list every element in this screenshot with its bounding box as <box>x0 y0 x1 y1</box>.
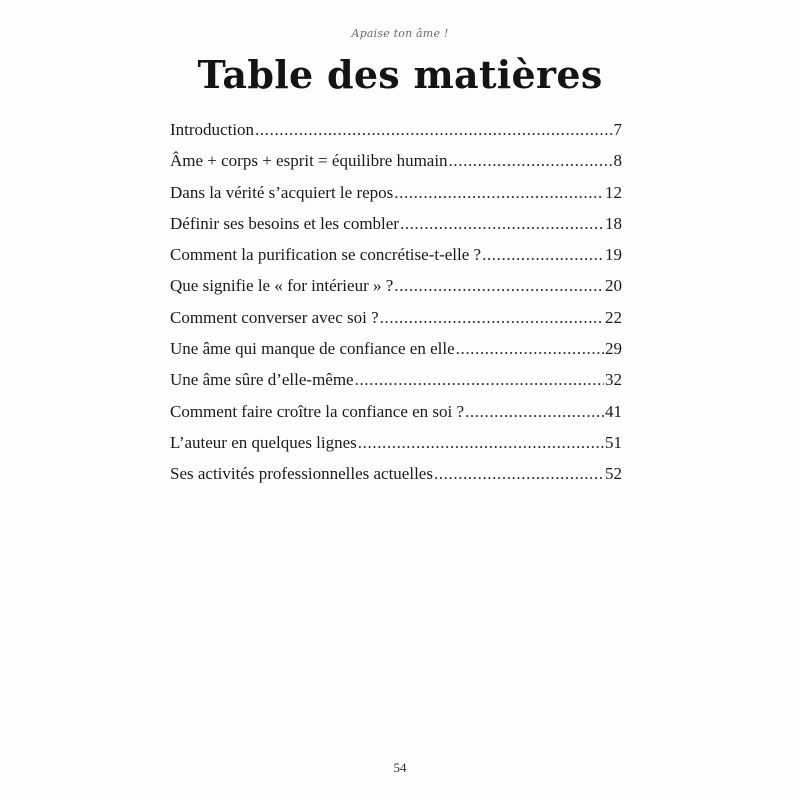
toc-entry-label: Que signifie le « for intérieur » ? <box>170 276 394 296</box>
running-header: Apaise ton âme ! <box>351 27 449 40</box>
toc-entry-label: Ses activités professionnelles actuelles <box>170 464 433 484</box>
toc-entry <box>170 214 622 245</box>
toc-entry-page: 52 <box>605 464 622 484</box>
toc-entry-label: Une âme sûre d’elle-même <box>170 370 354 390</box>
toc-leader-dots <box>434 464 604 484</box>
toc-entry-label: Définir ses besoins et les combler <box>170 213 399 233</box>
toc-leader-dots <box>255 120 612 140</box>
toc-entry-page: 32 <box>605 370 622 390</box>
page-title: Table des matières <box>197 52 603 97</box>
toc-entry <box>170 276 622 307</box>
toc-entry <box>170 370 622 401</box>
toc-entry-label: Âme + corps + esprit = équilibre humain <box>170 151 448 171</box>
toc-entry-label: Comment la purification se concrétise-t-elle ? <box>170 245 482 265</box>
toc-entry-label: Dans la vérité s’acquiert le repos <box>170 182 394 202</box>
toc-entry <box>170 464 622 495</box>
toc-entry-label: Une âme qui manque de confiance en elle <box>170 339 455 359</box>
toc-leader-dots <box>380 308 604 328</box>
toc-entry-label: Comment faire croître la confiance en soi ? <box>170 401 465 421</box>
toc-entry-page: 51 <box>605 432 622 452</box>
toc-leader-dots <box>465 402 604 422</box>
toc-entry-page: 20 <box>605 276 622 296</box>
toc-leader-dots <box>355 370 604 390</box>
toc-entry <box>170 183 622 214</box>
toc-entry-page: 22 <box>605 307 622 327</box>
toc-leader-dots <box>449 151 613 171</box>
toc-entry <box>170 120 622 151</box>
toc-entry <box>170 402 622 433</box>
toc-entry <box>170 245 622 276</box>
toc-entry-page: 29 <box>605 339 622 359</box>
page-number: 54 <box>393 760 407 775</box>
toc-entry-page: 7 <box>613 120 622 139</box>
toc-entry-label: Comment converser avec soi ? <box>170 307 379 327</box>
table-of-contents <box>170 120 622 496</box>
toc-entry-label: L’auteur en quelques lignes <box>170 432 357 452</box>
toc-entry-page: 8 <box>613 151 622 171</box>
toc-leader-dots <box>482 245 604 265</box>
toc-entry-page: 41 <box>605 401 622 421</box>
toc-entry-page: 19 <box>605 245 622 265</box>
toc-entry-label: Introduction <box>170 120 255 139</box>
toc-entry <box>170 433 622 464</box>
toc-leader-dots <box>358 433 604 453</box>
toc-leader-dots <box>394 183 604 203</box>
toc-leader-dots <box>400 214 604 234</box>
toc-entry-page: 18 <box>605 213 622 233</box>
toc-leader-dots <box>456 339 604 359</box>
toc-leader-dots <box>394 276 604 296</box>
toc-entry-page: 12 <box>605 182 622 202</box>
toc-entry <box>170 308 622 339</box>
toc-entry <box>170 339 622 370</box>
toc-entry <box>170 151 622 182</box>
